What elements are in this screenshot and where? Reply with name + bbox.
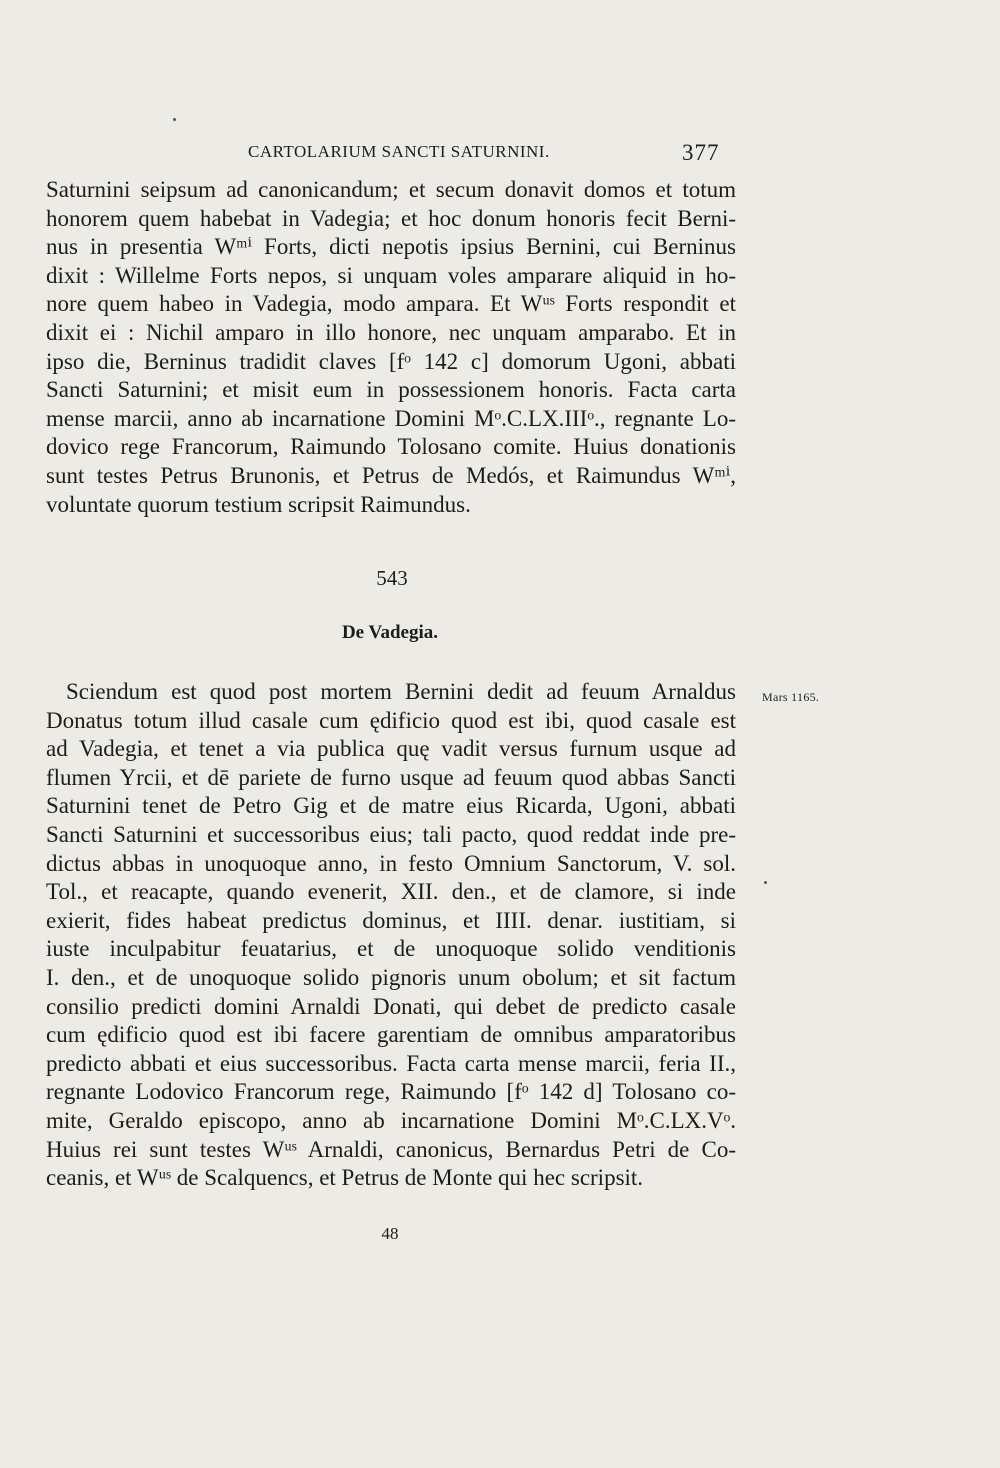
text-line: ad Vadegia, et tenet a via publica quę vadit versus furnum usque ad (46, 736, 736, 762)
text-line: Saturnini tenet de Petro Gig et de matre eius Ricarda, Ugoni, abbati (46, 793, 736, 819)
text-line: honorem quem habebat in Vadegia; et hoc donum honoris fecit Berni- (46, 205, 736, 231)
text-line: I. den., et de unoquoque solido pignoris unum obolum; et sit factum (46, 964, 736, 990)
text-line: voluntate quorum testium scripsit Raimundus. (46, 491, 471, 517)
text-line: dixit ei : Nichil amparo in illo honore, nec unquam amparabo. Et in (46, 319, 736, 345)
text-line: mense marcii, anno ab incarnatione Domini Mᵒ.C.LX.IIIᵒ., regnante Lo- (46, 405, 736, 431)
signature-mark: 48 (381, 1224, 399, 1243)
paragraph-continuation (46, 176, 736, 519)
text-line: dictus abbas in unoquoque anno, in festo Omnium Sanctorum, V. sol. (46, 850, 736, 876)
text-line: nore quem habeo in Vadegia, modo ampara. Et Wᵘˢ Forts respondit et (46, 291, 736, 317)
text-line: Huius rei sunt testes Wᵘˢ Arnaldi, canonicus, Bernardus Petri de Co- (46, 1136, 736, 1162)
document-title: De Vadegia. (341, 622, 439, 643)
text-line: predicto abbati et eius successoribus. Facta carta mense marcii, feria II., (46, 1050, 736, 1076)
text-line: Saturnini seipsum ad canonicandum; et secum donavit domos et totum (46, 177, 736, 202)
ink-speck (764, 881, 767, 884)
text-line: dovico rege Francorum, Raimundo Tolosano comite. Huius donationis (46, 434, 736, 460)
text-line: sunt testes Petrus Brunonis, et Petrus de Medós, et Raimundus Wᵐⁱ, (46, 462, 736, 488)
text-line: nus in presentia Wᵐⁱ Forts, dicti nepotis ipsius Bernini, cui Berninus (46, 234, 736, 260)
text-line: Sciendum est quod post mortem Bernini dedit ad feuum Arnaldus (66, 679, 736, 704)
document-number: 543 (376, 566, 408, 590)
running-title: CARTOLARIUM SANCTI SATURNINI. (248, 142, 550, 161)
charter-paragraph (46, 678, 736, 1193)
page-number: 377 (682, 140, 720, 165)
text-line: mite, Geraldo episcopo, anno ab incarnatione Domini Mᵒ.C.LX.Vᵒ. (46, 1107, 736, 1133)
text-line: Sancti Saturnini; et misit eum in possessionem honoris. Facta carta (46, 377, 736, 403)
text-line: Sancti Saturnini et successoribus eius; tali pacto, quod reddat inde pre- (46, 821, 736, 847)
text-line: ceanis, et Wᵘˢ de Scalquencs, et Petrus de Monte qui hec scripsit. (46, 1165, 644, 1191)
text-line: Donatus totum illud casale cum ędificio quod est ibi, quod casale est (46, 707, 736, 733)
text-line: regnante Lodovico Francorum rege, Raimundo [fᵒ 142 d] Tolosano co- (46, 1079, 736, 1105)
margin-date-note: Mars 1165. (762, 690, 820, 704)
text-line: dixit : Willelme Forts nepos, si unquam voles amparare aliquid in ho- (46, 262, 736, 288)
text-line: iuste inculpabitur feuatarius, et de unoquoque solido venditionis (46, 936, 736, 962)
text-line: cum ędificio quod est ibi facere garentiam de omnibus amparatoribus (46, 1022, 736, 1048)
text-line: ipso die, Berninus tradidit claves [fᵒ 142 c] domorum Ugoni, abbati (46, 348, 736, 374)
ink-speck (173, 118, 176, 121)
text-line: flumen Yrcii, et dē pariete de furno usque ad feuum quod abbas Sancti (46, 764, 736, 790)
text-line: consilio predicti domini Arnaldi Donati, qui debet de predicto casale (46, 993, 736, 1019)
text-line: Tol., et reacapte, quando evenerit, XII. den., et de clamore, si inde (46, 879, 736, 905)
text-line: exierit, fides habeat predictus dominus, et IIII. denar. iustitiam, si (46, 907, 736, 933)
